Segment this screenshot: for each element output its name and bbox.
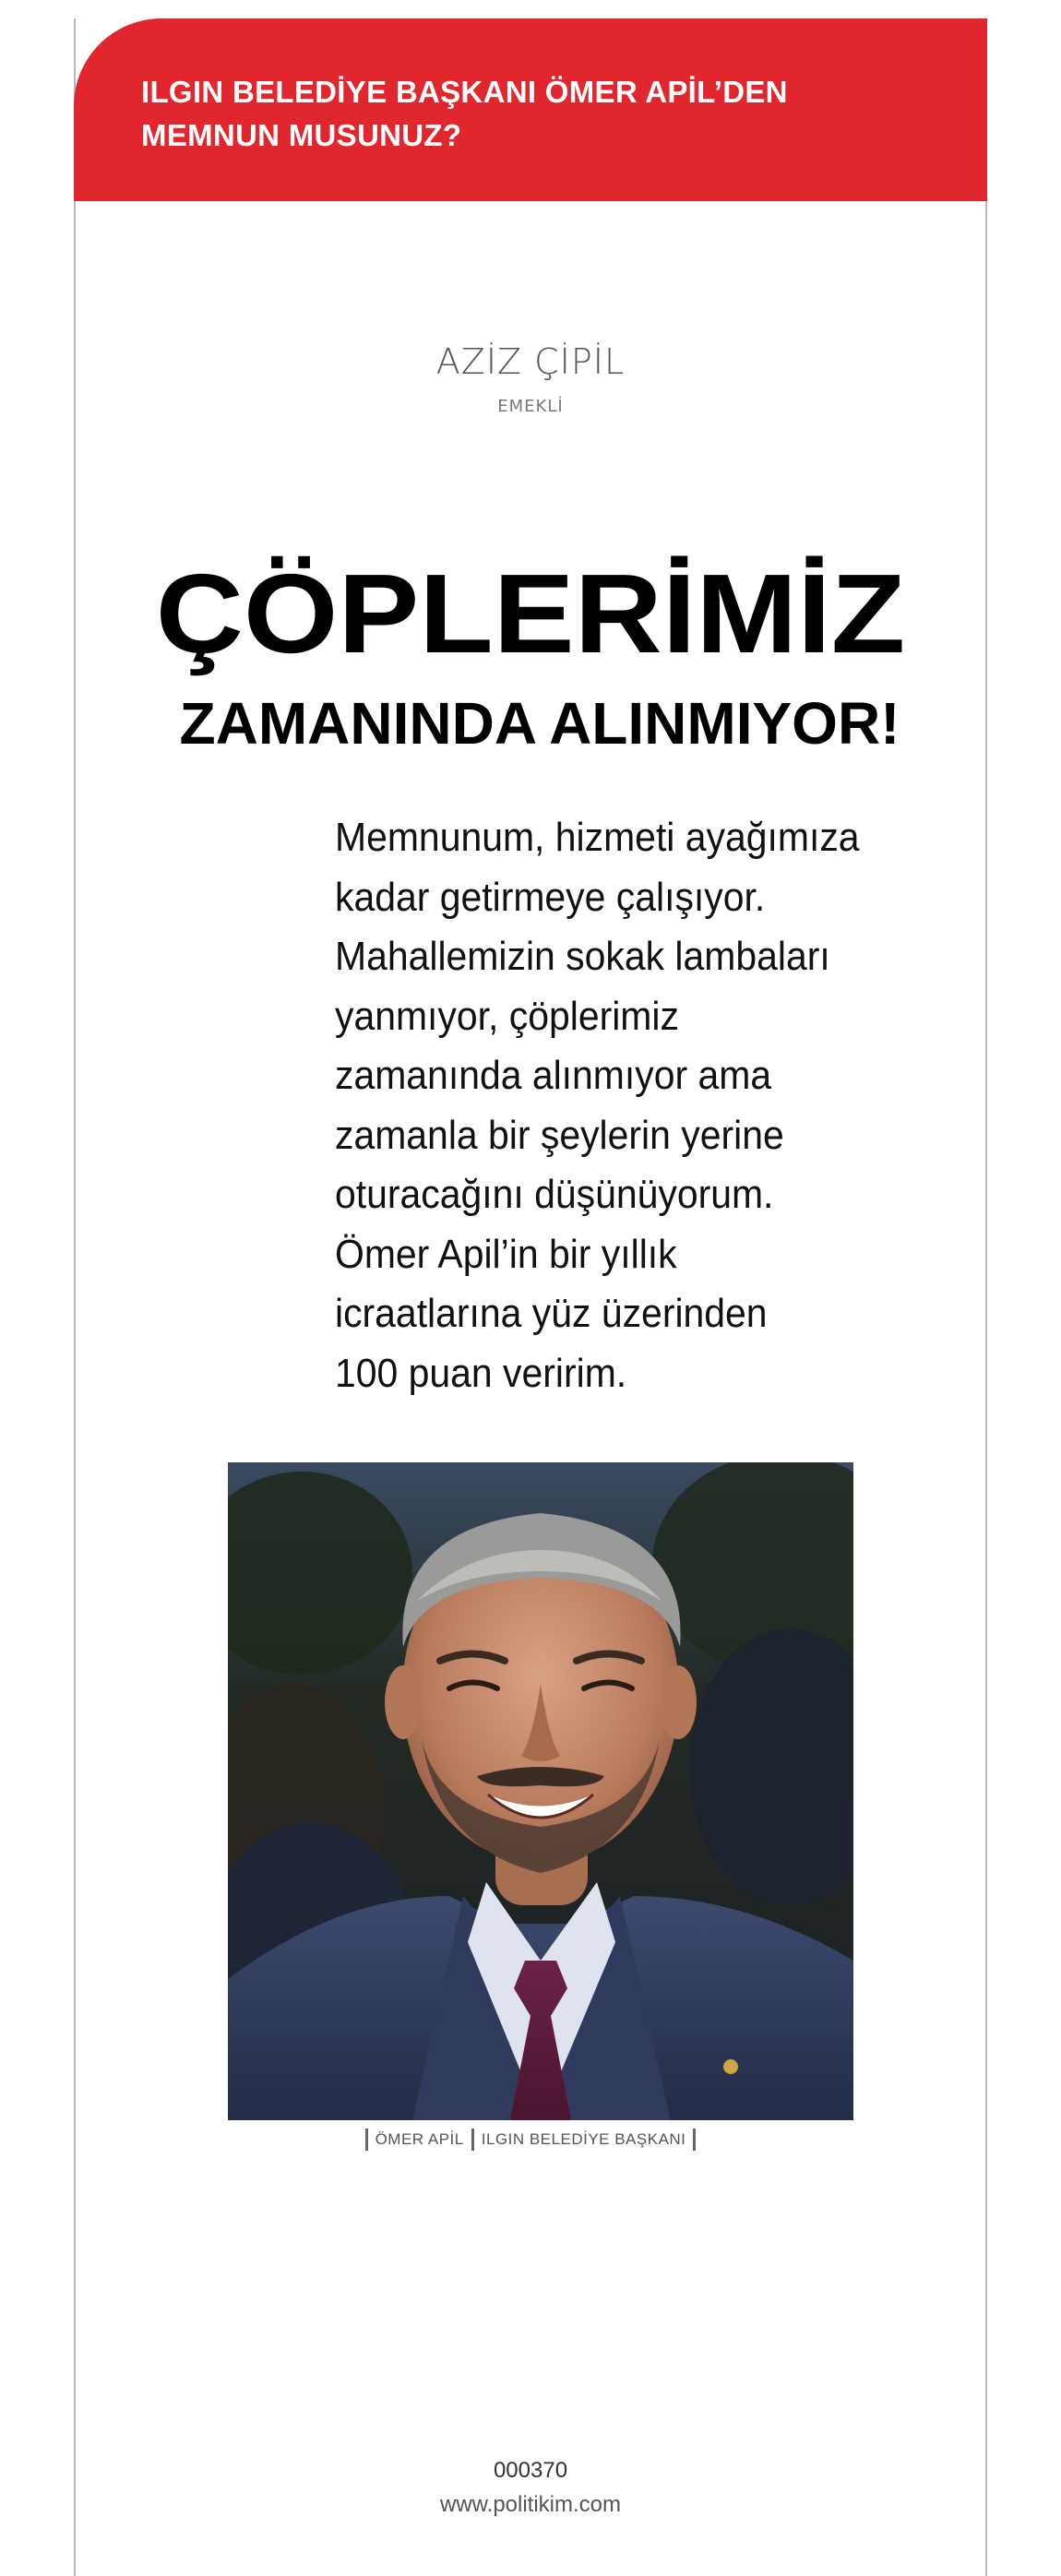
footer-url: www.politikim.com bbox=[439, 2492, 622, 2517]
quote-line: kadar getirmeye çalışıyor. bbox=[335, 874, 766, 920]
portrait-illustration bbox=[228, 1462, 853, 2120]
quote-line: Mahallemizin sokak lambaları bbox=[335, 934, 830, 979]
quote-line: yanmıyor, çöplerimiz bbox=[335, 993, 679, 1039]
quote-line: oturacağını düşünüyorum. bbox=[335, 1172, 774, 1217]
headline-sub: ZAMANINDA ALINMIYOR! bbox=[179, 690, 900, 757]
headline-main: ÇÖPLERİMİZ bbox=[155, 551, 906, 676]
person-name: AZİZ ÇİPİL bbox=[435, 341, 626, 382]
portrait-photo bbox=[228, 1462, 853, 2120]
caption-separator bbox=[693, 2129, 696, 2151]
caption-separator bbox=[471, 2129, 474, 2151]
quote-line: zamanında alınmıyor ama bbox=[335, 1053, 772, 1098]
caption-title: ILGIN BELEDİYE BAŞKANI bbox=[481, 2130, 686, 2148]
quote-text bbox=[335, 808, 860, 1403]
person-role: EMEKLİ bbox=[497, 397, 564, 416]
quote-line: 100 puan veririm. bbox=[335, 1350, 627, 1396]
header-title: ILGIN BELEDİYE BAŞKANI ÖMER APİL’DEN MEMNUN MUSUNUZ? bbox=[141, 75, 788, 152]
caption-name: ÖMER APİL bbox=[375, 2130, 464, 2148]
quote-line: zamanla bir şeylerin yerine bbox=[335, 1112, 784, 1158]
quote-line: Ömer Apil’in bir yıllık bbox=[335, 1231, 677, 1277]
header-banner bbox=[74, 18, 987, 201]
caption-separator bbox=[365, 2129, 368, 2151]
quote-line: Memnunum, hizmeti ayağımıza bbox=[335, 815, 860, 860]
quote-line: icraatlarına yüz üzerinden bbox=[335, 1291, 768, 1336]
photo-caption bbox=[74, 2129, 987, 2151]
footer-code: 000370 bbox=[493, 2458, 568, 2483]
